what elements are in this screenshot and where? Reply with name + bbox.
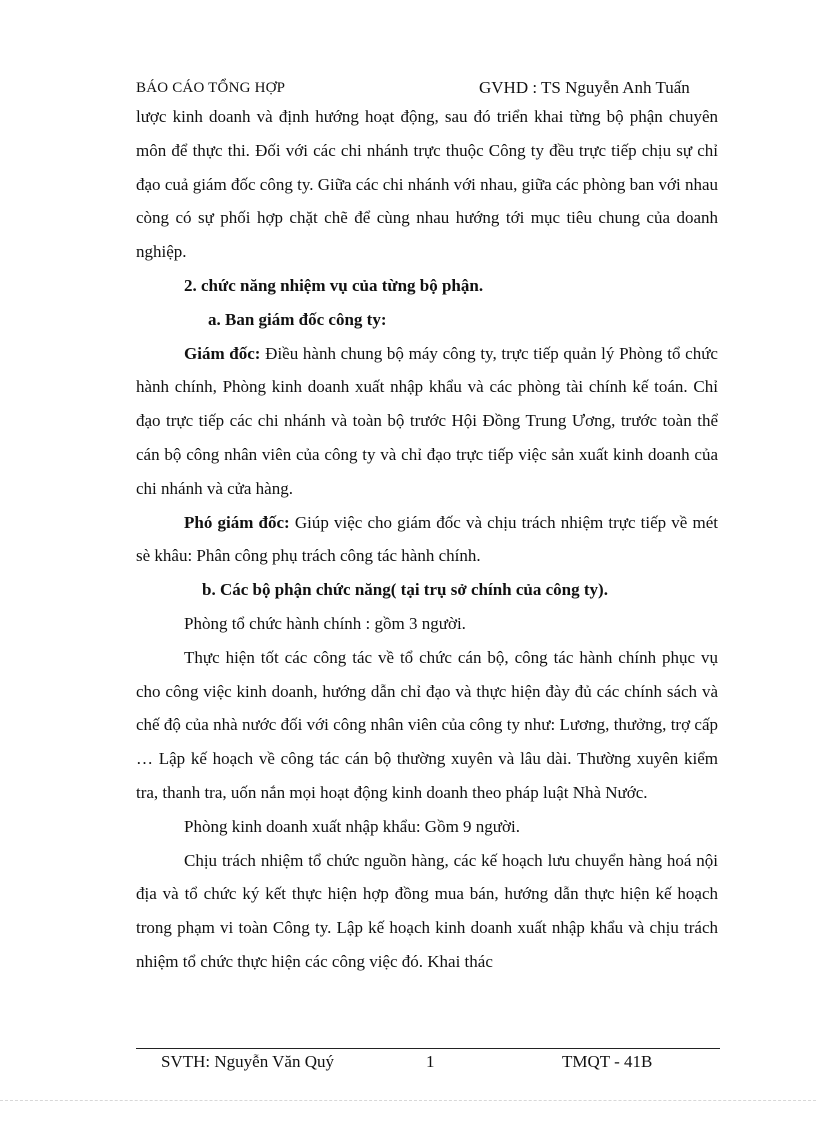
page-footer: [136, 1050, 720, 1074]
student-name: SVTH: Nguyễn Văn Quý: [161, 1052, 334, 1071]
director-label: Giám đốc:: [184, 343, 261, 363]
director-text: Điều hành chung bộ máy công ty, trực tiếp quản lý Phòng tổ chức hành chính, Phòng kinh doanh xuất nhập khẩu và các phòng tài chính kế toán. Chỉ đạo trực tiếp các chi nhánh và toàn bộ trước Hội Đồng Trung Ương, trước toàn thể cán bộ công nhân viên của công ty và chỉ đạo trực tiếp việc sản xuất kinh doanh của chi nhánh và cửa hàng.: [136, 343, 718, 498]
document-body: [136, 100, 718, 979]
footer-divider: [136, 1048, 720, 1049]
paragraph-director: [136, 337, 718, 506]
paragraph-admin-dept-title: Phòng tổ chức hành chính : gồm 3 người.: [184, 613, 466, 633]
class-code: TMQT - 41B: [562, 1052, 653, 1071]
paragraph-deputy-director: [136, 506, 718, 574]
page-bottom-border: [0, 1100, 816, 1101]
subheading-functional-departments: b. Các bộ phận chức năng( tại trụ sở chính của công ty).: [202, 580, 608, 600]
page-number: 1: [426, 1052, 435, 1071]
paragraph-trade-dept-title: Phòng kinh doanh xuất nhập khẩu: Gồm 9 người.: [184, 816, 520, 836]
deputy-director-text: Giúp việc cho giám đốc và chịu trách nhiệm trực tiếp về mét sè khâu: Phân công phụ trách công tác hành chính.: [136, 512, 718, 566]
page-header: [136, 76, 720, 100]
subheading-board-of-directors: a. Ban giám đốc công ty:: [208, 309, 387, 329]
paragraph-strategy: lược kinh doanh và định hướng hoạt động, sau đó triển khai từng bộ phận chuyên môn để thực thi. Đối với các chi nhánh trực thuộc Công ty đều trực tiếp chịu sự chỉ đạo cuả giám đốc công ty. Giữa các chi nhánh với nhau, giữa các phòng ban với nhau còng có sự phối hợp chặt chẽ để cùng nhau hướng tới mục tiêu chung của doanh nghiệp.: [136, 107, 718, 262]
section-heading-functions: 2. chức năng nhiệm vụ của từng bộ phận.: [184, 275, 484, 295]
supervisor-label: GVHD : TS Nguyễn Anh Tuấn: [479, 78, 690, 97]
paragraph-trade-dept-text: Chịu trách nhiệm tổ chức nguồn hàng, các kế hoạch lưu chuyển hàng hoá nội địa và tổ chức ký kết thực hiện hợp đồng mua bán, hướng dẫn thực hiện kế hoạch trong phạm vi toàn Công ty. Lập kế hoạch kinh doanh xuất nhập khẩu và chịu trách nhiệm tổ chức thực hiện các công việc đó. Khai thác: [136, 850, 718, 971]
paragraph-admin-dept-text: Thực hiện tốt các công tác về tổ chức cán bộ, công tác hành chính phục vụ cho công việc kinh doanh, hướng dẫn chỉ đạo và thực hiện đày đủ các chính sách và chế độ của nhà nước đối với công nhân viên của công ty như: Lương, thưởng, trợ cấp … Lập kế hoạch về công tác cán bộ thường xuyên và lâu dài. Thường xuyên kiểm tra, thanh tra, uốn nắn mọi hoạt động kinh doanh theo pháp luật Nhà Nước.: [136, 647, 718, 802]
report-title: BÁO CÁO TỔNG HỢP: [136, 80, 286, 96]
deputy-director-label: Phó giám đốc:: [184, 512, 290, 532]
